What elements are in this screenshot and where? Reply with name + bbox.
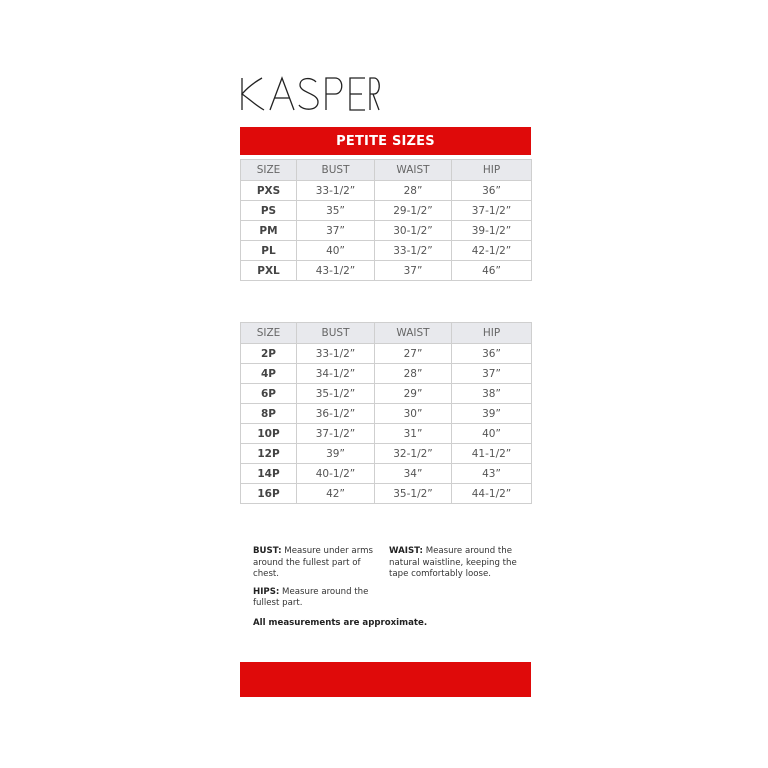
bust-cell: 36-1/2” xyxy=(297,404,375,424)
hip-cell: 42-1/2” xyxy=(452,241,532,261)
bust-cell: 39” xyxy=(297,444,375,464)
waist-cell: 37” xyxy=(375,261,452,281)
header-size: SIZE xyxy=(241,160,297,181)
waist-cell: 35-1/2” xyxy=(375,484,452,504)
size-cell: 8P xyxy=(241,404,297,424)
waist-cell: 28” xyxy=(375,181,452,201)
bust-cell: 37-1/2” xyxy=(297,424,375,444)
size-cell: 16P xyxy=(241,484,297,504)
bust-note-text: Measure under arms around the fullest part of chest. xyxy=(253,546,373,579)
header-size: SIZE xyxy=(241,323,297,344)
hip-cell: 40” xyxy=(452,424,532,444)
waist-cell: 34” xyxy=(375,464,452,484)
waist-cell: 29” xyxy=(375,384,452,404)
hip-cell: 37-1/2” xyxy=(452,201,532,221)
measurement-notes xyxy=(253,546,523,629)
table-row xyxy=(241,201,532,221)
header-hip: HIP xyxy=(452,323,532,344)
size-cell: 2P xyxy=(241,344,297,364)
footer-bar xyxy=(240,662,531,697)
hip-cell: 36” xyxy=(452,181,532,201)
hip-cell: 41-1/2” xyxy=(452,444,532,464)
size-cell: PXL xyxy=(241,261,297,281)
waist-note-text: Measure around the natural waistline, keeping the tape comfortably loose. xyxy=(389,546,517,579)
size-cell: 12P xyxy=(241,444,297,464)
table-row xyxy=(241,221,532,241)
hip-cell: 44-1/2” xyxy=(452,484,532,504)
bust-cell: 40” xyxy=(297,241,375,261)
bust-note xyxy=(253,546,389,581)
approximate-note: All measurements are approximate. xyxy=(253,617,428,628)
hip-cell: 43” xyxy=(452,464,532,484)
header-bust: BUST xyxy=(297,160,375,181)
table-row xyxy=(241,424,532,444)
banner-title: PETITE SIZES xyxy=(336,133,435,149)
waist-cell: 29-1/2” xyxy=(375,201,452,221)
table-header-row xyxy=(241,323,532,344)
petite-size-table-letters xyxy=(240,159,532,281)
bust-cell: 40-1/2” xyxy=(297,464,375,484)
waist-cell: 31” xyxy=(375,424,452,444)
hip-cell: 39-1/2” xyxy=(452,221,532,241)
hip-cell: 39” xyxy=(452,404,532,424)
waist-cell: 30” xyxy=(375,404,452,424)
waist-cell: 28” xyxy=(375,364,452,384)
bust-cell: 37” xyxy=(297,221,375,241)
bust-cell: 33-1/2” xyxy=(297,344,375,364)
size-cell: PL xyxy=(241,241,297,261)
size-cell: 4P xyxy=(241,364,297,384)
table-header-row xyxy=(241,160,532,181)
kasper-logo xyxy=(240,74,380,114)
hip-cell: 46” xyxy=(452,261,532,281)
hip-cell: 37” xyxy=(452,364,532,384)
bust-cell: 34-1/2” xyxy=(297,364,375,384)
waist-note xyxy=(389,546,523,581)
waist-cell: 30-1/2” xyxy=(375,221,452,241)
size-cell: PS xyxy=(241,201,297,221)
table-row xyxy=(241,464,532,484)
size-cell: 14P xyxy=(241,464,297,484)
table-row xyxy=(241,344,532,364)
hips-note-text: Measure around the fullest part. xyxy=(253,586,369,608)
hips-note-label: HIPS: xyxy=(253,586,280,597)
table-row xyxy=(241,181,532,201)
table-row xyxy=(241,404,532,424)
bust-cell: 42” xyxy=(297,484,375,504)
hip-cell: 38” xyxy=(452,384,532,404)
size-cell: PXS xyxy=(241,181,297,201)
header-bust: BUST xyxy=(297,323,375,344)
bust-cell: 35” xyxy=(297,201,375,221)
size-cell: PM xyxy=(241,221,297,241)
table-row xyxy=(241,384,532,404)
hips-note xyxy=(253,587,373,610)
table-row xyxy=(241,444,532,464)
table-row xyxy=(241,364,532,384)
header-waist: WAIST xyxy=(375,323,452,344)
table-row xyxy=(241,241,532,261)
table-row xyxy=(241,484,532,504)
size-cell: 10P xyxy=(241,424,297,444)
table-row xyxy=(241,261,532,281)
header-hip: HIP xyxy=(452,160,532,181)
waist-cell: 27” xyxy=(375,344,452,364)
bust-note-label: BUST: xyxy=(253,546,282,556)
waist-cell: 33-1/2” xyxy=(375,241,452,261)
petite-size-table-numbers xyxy=(240,322,532,504)
petite-sizes-banner xyxy=(240,127,531,155)
hip-cell: 36” xyxy=(452,344,532,364)
header-waist: WAIST xyxy=(375,160,452,181)
waist-cell: 32-1/2” xyxy=(375,444,452,464)
bust-cell: 35-1/2” xyxy=(297,384,375,404)
bust-cell: 33-1/2” xyxy=(297,181,375,201)
waist-note-label: WAIST: xyxy=(389,546,423,556)
bust-cell: 43-1/2” xyxy=(297,261,375,281)
size-cell: 6P xyxy=(241,384,297,404)
